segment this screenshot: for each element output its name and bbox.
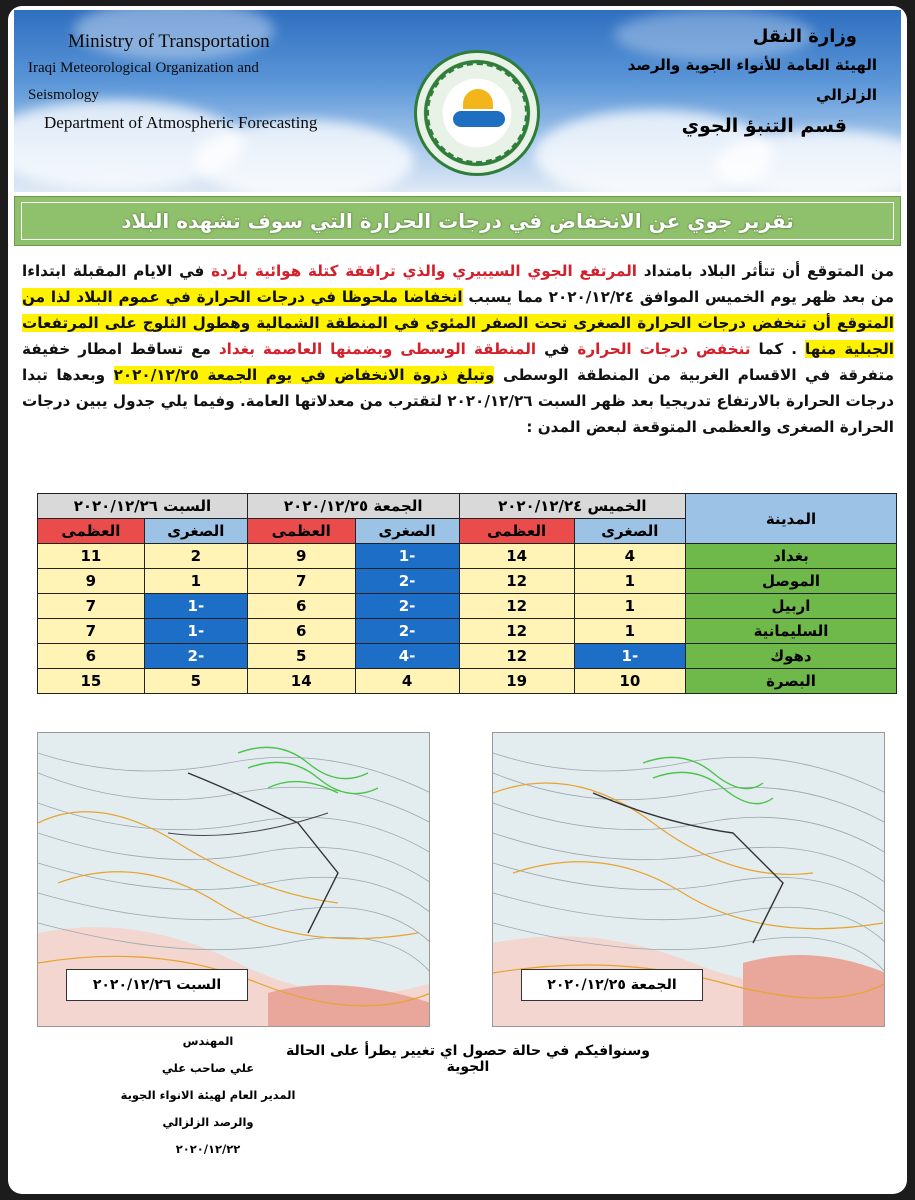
max-temp-cell: 6 <box>247 619 355 644</box>
min-temp-cell: 4 <box>355 669 459 694</box>
min-temp-cell: -1 <box>574 644 685 669</box>
min-temp-cell: -1 <box>355 544 459 569</box>
min-temp-cell: 1 <box>574 569 685 594</box>
header-banner <box>14 10 901 192</box>
paragraph-run: المنطقة الوسطى وبضمنها العاصمة بغداد <box>218 340 537 358</box>
ministry-name-ar: وزارة النقل <box>752 26 857 47</box>
day-header-friday: الجمعة ٢٠٢٠/١٢/٢٥ <box>247 494 459 519</box>
min-temp-cell: 1 <box>574 619 685 644</box>
max-temp-cell: 9 <box>38 569 145 594</box>
min-temp-cell: -2 <box>355 569 459 594</box>
organization-logo <box>414 50 540 176</box>
min-temp-cell: 5 <box>144 669 247 694</box>
organization-name-ar: الهيئة العامة للأنواء الجوية والرصد الزلزالي <box>627 56 877 104</box>
max-header: العظمى <box>38 519 145 544</box>
city-column-header: المدينة <box>686 494 897 544</box>
city-cell: السليمانية <box>686 619 897 644</box>
max-temp-cell: 7 <box>38 619 145 644</box>
header-english <box>28 28 328 136</box>
paragraph-run: وتبلغ ذروة الانخفاض في يوم الجمعة ٢٠٢٠/١٢/٢٥ <box>113 366 495 384</box>
paragraph-run: وبعدها تبدا درجات الحرارة بالارتفاع تدريجيا بعد ظهر السبت ٢٠٢٠/١٢/٢٦ لتقترب من معدلاتها العامة. وفيما يلي جدول يبين درجات الحرارة الصغرى والعظمى المتوقعة لبعض المدن : <box>22 366 894 436</box>
day-header-saturday: السبت ٢٠٢٠/١٢/٢٦ <box>38 494 248 519</box>
max-temp-cell: 14 <box>247 669 355 694</box>
table-row <box>38 594 897 619</box>
table-row <box>38 669 897 694</box>
paragraph-run: من المتوقع أن تتأثر البلاد بامتداد <box>637 262 895 280</box>
wave-icon <box>453 111 505 127</box>
max-temp-cell: 14 <box>459 544 574 569</box>
min-temp-cell: -4 <box>355 644 459 669</box>
paragraph-run: المرتفع الجوي السيبيري والذي ترافقة كتلة هوائية باردة <box>211 262 637 280</box>
department-name-ar: قسم التنبؤ الجوي <box>681 115 847 137</box>
max-temp-cell: 12 <box>459 644 574 669</box>
min-temp-cell: 1 <box>144 569 247 594</box>
min-temp-cell: -1 <box>144 594 247 619</box>
max-temp-cell: 12 <box>459 594 574 619</box>
max-temp-cell: 15 <box>38 669 145 694</box>
paragraph-run: في الايام المقبلة ابتداءا من بعد ظهر يوم الخميس الموافق ٢٠٢٠/١٢/٢٤ مما يسبب <box>22 262 894 306</box>
day-header-thursday: الخميس ٢٠٢٠/١٢/٢٤ <box>459 494 685 519</box>
signature-title: المهندس <box>182 1034 234 1048</box>
paragraph-run: انخفاضا ملحوظا في درجات الحرارة في عموم البلاد لذا من المتوقع أن تنخفض درجات الحرارة الصغرى تحت الصفر المئوي في المنطقة الشمالية وهطول الثلوج على المرتفعات الجبلية منها <box>22 288 894 358</box>
paragraph-run: . كما <box>750 340 805 358</box>
paragraph-run: تنخفض درجات الحرارة <box>577 340 751 358</box>
temperature-table <box>37 493 897 694</box>
min-header: الصغرى <box>144 519 247 544</box>
signature-role-2: والرصد الزلزالي <box>162 1115 254 1129</box>
ministry-name-en: Ministry of Transportation <box>68 31 270 52</box>
min-temp-cell: 1 <box>574 594 685 619</box>
report-title: تقرير جوي عن الانخفاض في درجات الحرارة التي سوف تشهده البلاد <box>21 202 894 240</box>
min-temp-cell: 10 <box>574 669 685 694</box>
signature-name: علي صاحب علي <box>161 1061 255 1075</box>
min-temp-cell: -2 <box>355 594 459 619</box>
max-temp-cell: 7 <box>247 569 355 594</box>
max-temp-cell: 5 <box>247 644 355 669</box>
signature-date: ٢٠٢٠/١٢/٢٢ <box>175 1142 241 1156</box>
max-temp-cell: 12 <box>459 619 574 644</box>
max-header: العظمى <box>459 519 574 544</box>
max-temp-cell: 19 <box>459 669 574 694</box>
max-temp-cell: 9 <box>247 544 355 569</box>
report-paragraph <box>22 258 894 440</box>
min-temp-cell: -2 <box>355 619 459 644</box>
map-date-label-saturday: السبت ٢٠٢٠/١٢/٢٦ <box>66 969 248 1001</box>
min-temp-cell: -1 <box>144 619 247 644</box>
max-temp-cell: 7 <box>38 594 145 619</box>
city-cell: بغداد <box>686 544 897 569</box>
max-temp-cell: 11 <box>38 544 145 569</box>
max-temp-cell: 6 <box>38 644 145 669</box>
header-arabic <box>627 24 877 142</box>
table-row <box>38 569 897 594</box>
city-cell: دهوك <box>686 644 897 669</box>
paragraph-run: مع تساقط امطار خفيفة متفرقة في الاقسام الغربية من المنطقة الوسطى <box>22 340 895 384</box>
city-cell: اربيل <box>686 594 897 619</box>
paragraph-run: في <box>536 340 578 358</box>
min-temp-cell: 2 <box>144 544 247 569</box>
weather-map-friday <box>492 732 885 1027</box>
signature-role: المدير العام لهيئة الانواء الجوية <box>120 1088 296 1102</box>
max-temp-cell: 6 <box>247 594 355 619</box>
min-temp-cell: 4 <box>574 544 685 569</box>
table-row <box>38 644 897 669</box>
table-row <box>38 544 897 569</box>
map-date-label-friday: الجمعة ٢٠٢٠/١٢/٢٥ <box>521 969 703 1001</box>
weather-map-saturday <box>37 732 430 1027</box>
organization-name-en: Iraqi Meteorological Organization and Seismology <box>28 60 259 103</box>
min-temp-cell: -2 <box>144 644 247 669</box>
department-name-en: Department of Atmospheric Forecasting <box>44 113 318 132</box>
city-cell: الموصل <box>686 569 897 594</box>
max-header: العظمى <box>247 519 355 544</box>
table-row <box>38 619 897 644</box>
min-header: الصغرى <box>355 519 459 544</box>
report-title-bar <box>14 196 901 246</box>
min-header: الصغرى <box>574 519 685 544</box>
max-temp-cell: 12 <box>459 569 574 594</box>
report-page <box>8 6 907 1194</box>
footer-note: وسنوافيكم في حالة حصول اي تغيير يطرأ على الحالة الجوية <box>286 1043 650 1075</box>
city-cell: البصرة <box>686 669 897 694</box>
